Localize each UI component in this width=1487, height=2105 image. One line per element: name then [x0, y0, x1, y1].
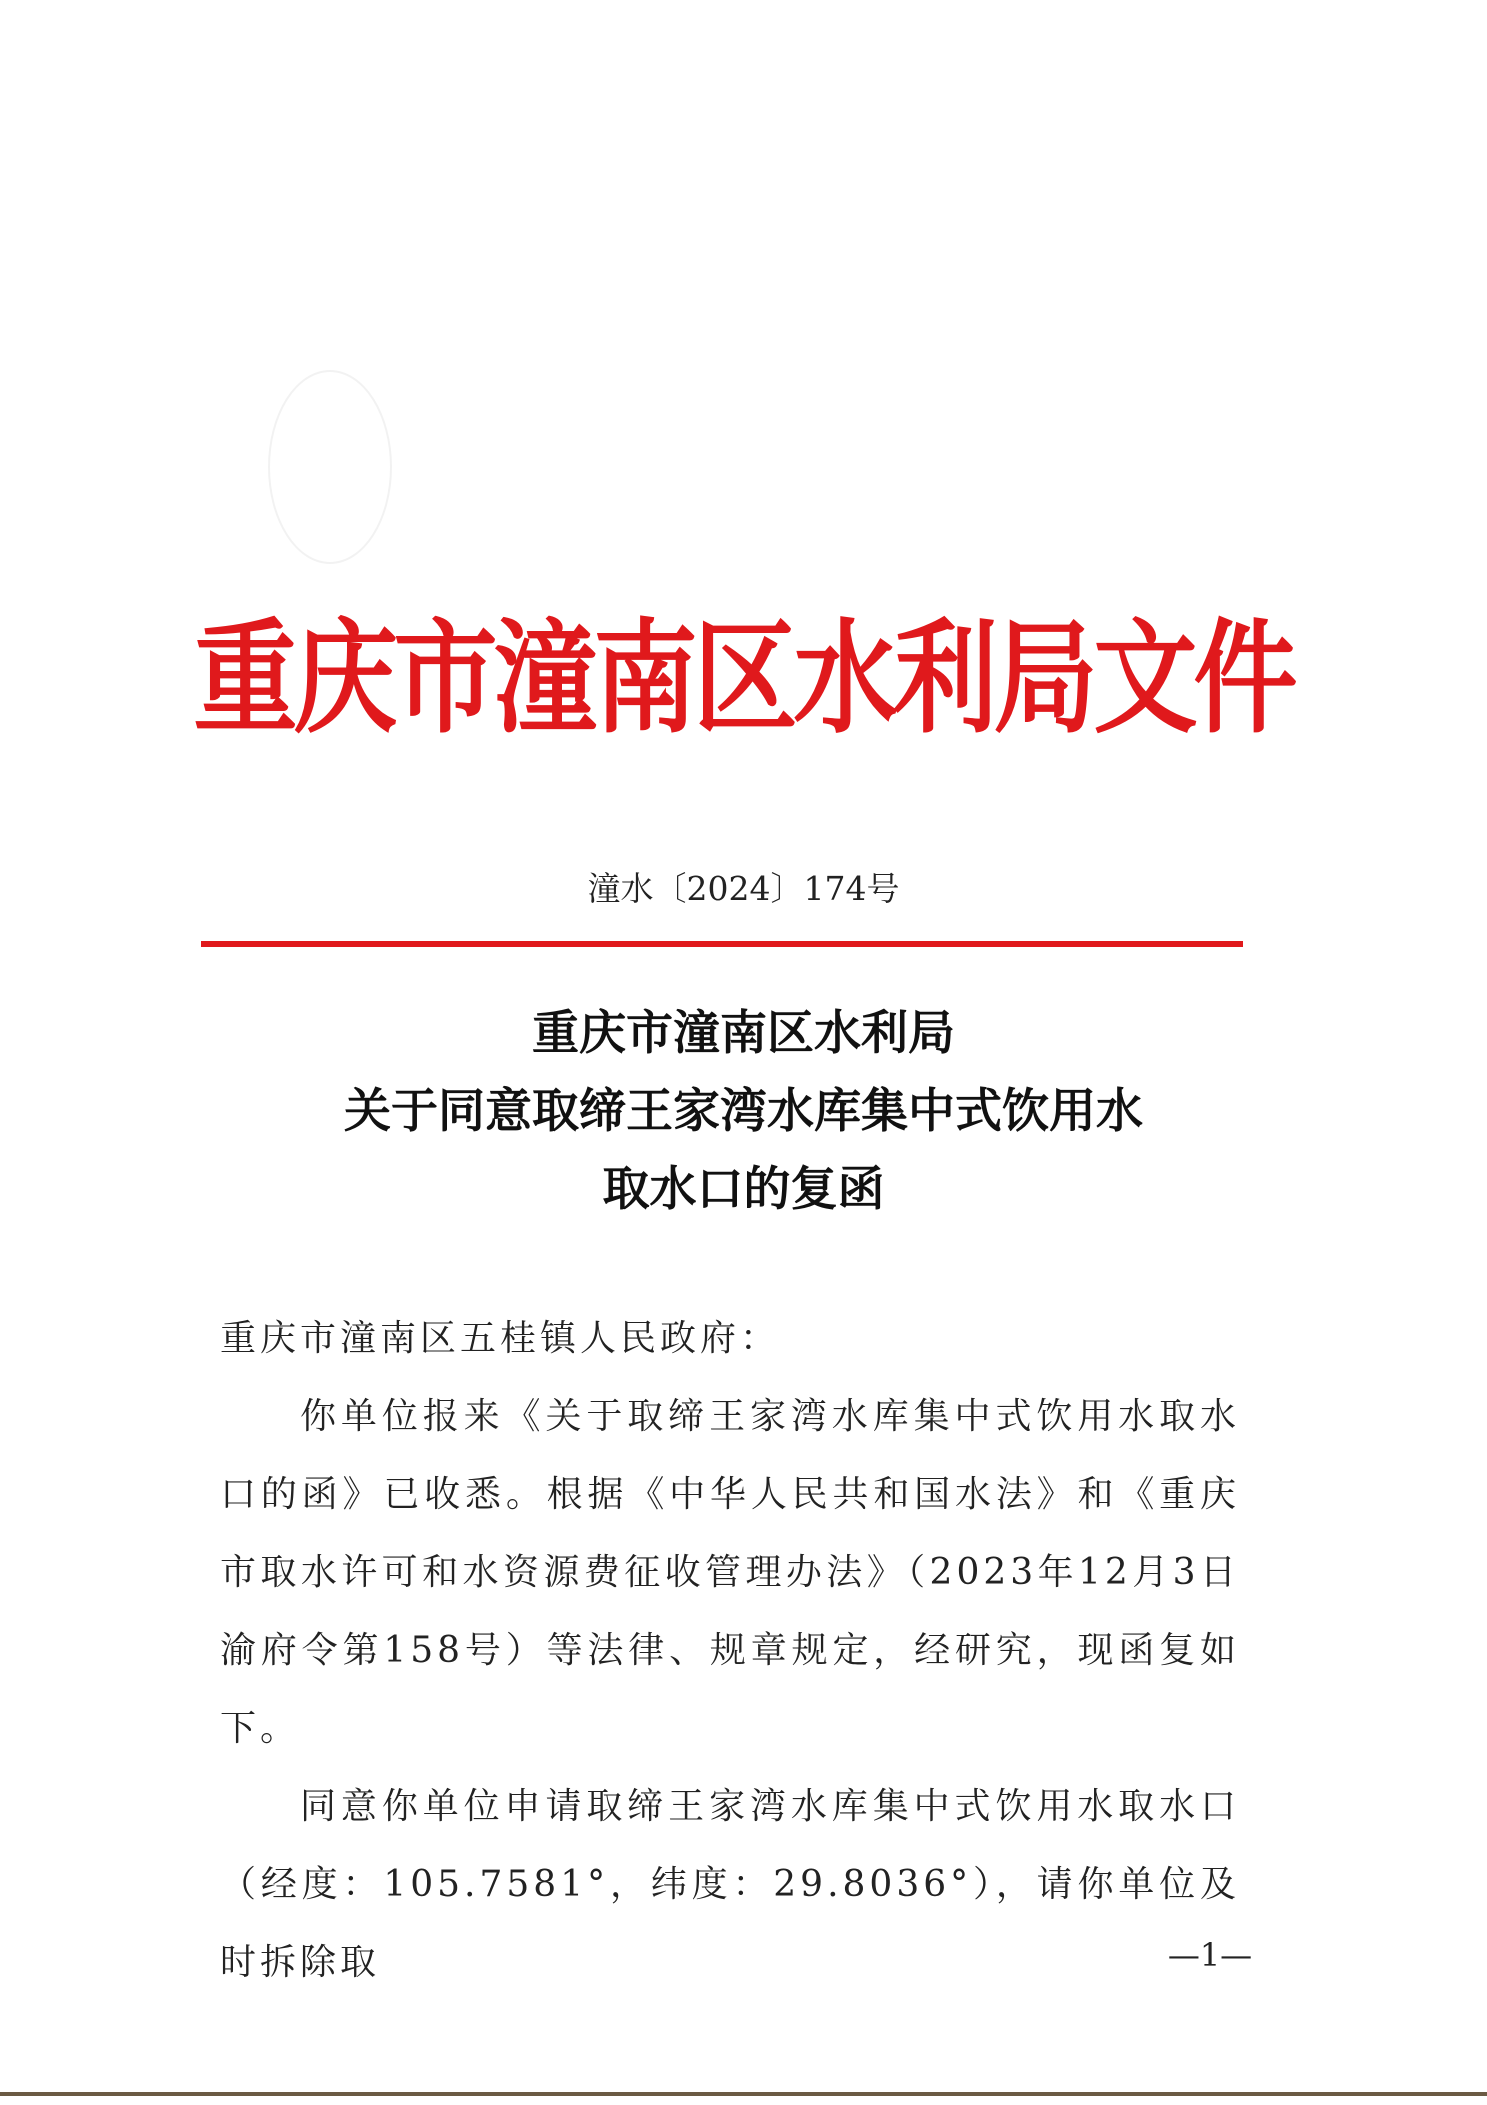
- red-header-banner: 重庆市潼南区水利局文件: [193, 606, 1294, 751]
- red-separator-line: [201, 941, 1243, 947]
- title-line-1: 重庆市潼南区水利局: [532, 1006, 955, 1061]
- document-title: [0, 995, 1487, 1229]
- body-paragraph-2: 同意你单位申请取缔王家湾水库集中式饮用水取水口（经度：105.7581°，纬度：29.8036°），请你单位及时拆除取: [220, 1786, 1240, 1983]
- salutation: 重庆市潼南区五桂镇人民政府：: [220, 1318, 781, 1359]
- page-number: —1—: [1167, 1936, 1253, 1974]
- title-line-2: 关于同意取缔王家湾水库集中式饮用水: [344, 1084, 1143, 1139]
- body-paragraph-1: 你单位报来《关于取缔王家湾水库集中式饮用水取水口的函》已收悉。根据《中华人民共和国水法》和《重庆市取水许可和水资源费征收管理办法》（2023年12月3日渝府令第158号）等法律、规章规定，经研究，现函复如下。: [220, 1396, 1240, 1749]
- document-number: 潼水〔2024〕174号: [587, 869, 900, 908]
- faint-seal-watermark: [268, 370, 392, 564]
- scan-bottom-edge: [0, 2092, 1487, 2096]
- title-line-3: 取水口的复函: [602, 1162, 885, 1217]
- document-body: [220, 1300, 1240, 2002]
